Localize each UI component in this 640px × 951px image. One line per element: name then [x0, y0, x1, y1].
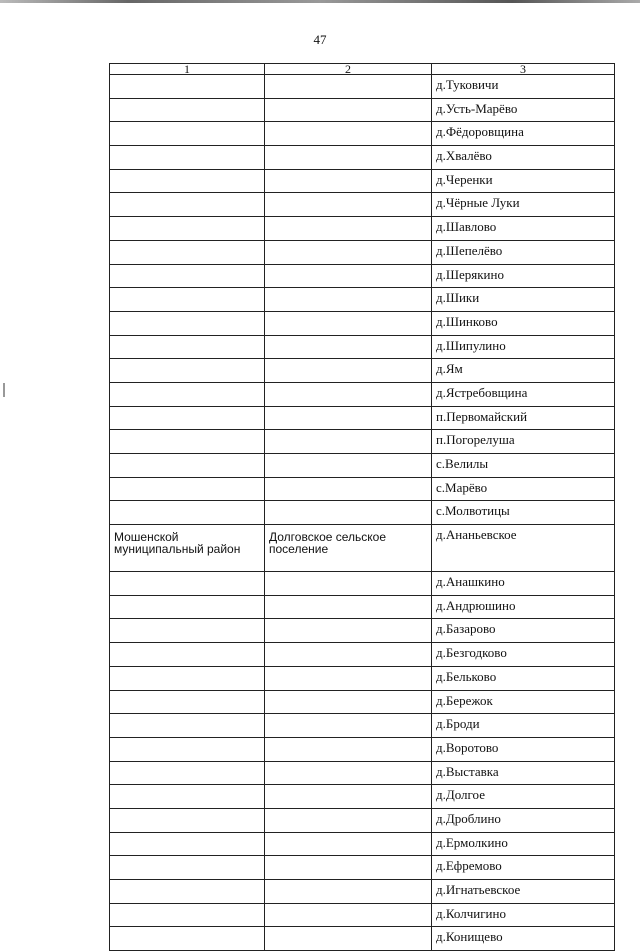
- district-cell: [110, 75, 265, 99]
- locality-cell: д.Андрюшино: [432, 595, 615, 619]
- district-cell: [110, 264, 265, 288]
- locality-cell: с.Молвотицы: [432, 501, 615, 525]
- table-row: [110, 146, 615, 170]
- settlement-cell: [265, 477, 432, 501]
- settlement-name: Долговское сельское поселение: [265, 525, 432, 572]
- locality-cell: д.Шинково: [432, 311, 615, 335]
- page-number: 47: [313, 32, 327, 47]
- settlement-cell: [265, 619, 432, 643]
- district-cell: [110, 856, 265, 880]
- column-header-2: 2: [265, 64, 432, 75]
- settlement-cell: [265, 406, 432, 430]
- district-cell: [110, 619, 265, 643]
- settlement-cell: [265, 572, 432, 596]
- settlement-cell: [265, 856, 432, 880]
- settlement-cell: [265, 98, 432, 122]
- table-row: [110, 169, 615, 193]
- table-row: [110, 572, 615, 596]
- table-row: [110, 122, 615, 146]
- locality-cell: п.Погорелуша: [432, 430, 615, 454]
- settlement-cell: [265, 785, 432, 809]
- table-row: [110, 477, 615, 501]
- locality-cell: д.Игнатьевское: [432, 880, 615, 904]
- district-name: Мошенской муниципальный район: [110, 525, 265, 572]
- settlement-cell: [265, 169, 432, 193]
- locality-cell: д.Шавлово: [432, 217, 615, 241]
- locality-cell: д.Шики: [432, 288, 615, 312]
- district-cell: [110, 169, 265, 193]
- settlement-cell: [265, 903, 432, 927]
- table-row: [110, 359, 615, 383]
- settlement-cell: [265, 832, 432, 856]
- column-header-3: 3: [432, 64, 615, 75]
- district-cell: [110, 335, 265, 359]
- locality-cell: д.Анашкино: [432, 572, 615, 596]
- table-row: [110, 98, 615, 122]
- settlement-cell: [265, 359, 432, 383]
- locality-cell: д.Бельково: [432, 666, 615, 690]
- table-header-row: [110, 64, 615, 75]
- locality-cell: д.Усть-Марёво: [432, 98, 615, 122]
- table-row: [110, 264, 615, 288]
- settlement-cell: [265, 595, 432, 619]
- table-row: [110, 430, 615, 454]
- locality-cell: д.Ям: [432, 359, 615, 383]
- locality-cell: д.Базарово: [432, 619, 615, 643]
- settlement-cell: [265, 643, 432, 667]
- locality-cell: д.Долгое: [432, 785, 615, 809]
- district-cell: [110, 240, 265, 264]
- table-row: [110, 927, 615, 951]
- table-row: [110, 193, 615, 217]
- settlement-cell: [265, 454, 432, 478]
- scan-margin-mark: [3, 383, 5, 397]
- table-row: [110, 808, 615, 832]
- district-cell: [110, 217, 265, 241]
- district-cell: [110, 454, 265, 478]
- table-row: [110, 643, 615, 667]
- locality-cell: д.Чёрные Луки: [432, 193, 615, 217]
- table-row: [110, 690, 615, 714]
- settlement-cell: [265, 193, 432, 217]
- locality-cell: д.Ермолкино: [432, 832, 615, 856]
- table-row: [110, 240, 615, 264]
- table-row: [110, 311, 615, 335]
- table-row: [110, 335, 615, 359]
- district-cell: [110, 122, 265, 146]
- table-row: [110, 217, 615, 241]
- table-row: [110, 406, 615, 430]
- locality-cell: д.Ананьевское: [432, 525, 615, 572]
- district-cell: [110, 690, 265, 714]
- district-cell: [110, 572, 265, 596]
- table-row: [110, 75, 615, 99]
- district-cell: [110, 666, 265, 690]
- district-cell: [110, 832, 265, 856]
- settlement-cell: [265, 690, 432, 714]
- column-header-1: 1: [110, 64, 265, 75]
- district-cell: [110, 785, 265, 809]
- table-row: [110, 856, 615, 880]
- settlement-cell: [265, 501, 432, 525]
- settlement-cell: [265, 288, 432, 312]
- table-row: [110, 761, 615, 785]
- table-row: [110, 832, 615, 856]
- district-cell: [110, 359, 265, 383]
- district-cell: [110, 737, 265, 761]
- district-cell: [110, 595, 265, 619]
- district-cell: [110, 311, 265, 335]
- locality-cell: д.Конищево: [432, 927, 615, 951]
- district-cell: [110, 382, 265, 406]
- settlement-cell: [265, 217, 432, 241]
- locality-cell: д.Броди: [432, 714, 615, 738]
- table-row: [110, 619, 615, 643]
- district-row: [110, 525, 615, 572]
- district-cell: [110, 98, 265, 122]
- settlement-cell: [265, 75, 432, 99]
- scan-edge: [0, 0, 640, 3]
- settlement-cell: [265, 146, 432, 170]
- locality-cell: д.Колчигино: [432, 903, 615, 927]
- district-cell: [110, 808, 265, 832]
- locality-cell: д.Шипулино: [432, 335, 615, 359]
- district-cell: [110, 903, 265, 927]
- table-row: [110, 785, 615, 809]
- settlement-cell: [265, 311, 432, 335]
- locality-cell: д.Шерякино: [432, 264, 615, 288]
- locality-cell: д.Туковичи: [432, 75, 615, 99]
- district-cell: [110, 501, 265, 525]
- table-row: [110, 737, 615, 761]
- locality-cell: д.Безгодково: [432, 643, 615, 667]
- settlement-cell: [265, 714, 432, 738]
- table-row: [110, 288, 615, 312]
- district-cell: [110, 761, 265, 785]
- table-row: [110, 501, 615, 525]
- settlement-cell: [265, 927, 432, 951]
- table-row: [110, 454, 615, 478]
- table-row: [110, 382, 615, 406]
- locality-cell: д.Фёдоровщина: [432, 122, 615, 146]
- settlement-cell: [265, 666, 432, 690]
- settlement-cell: [265, 335, 432, 359]
- settlement-cell: [265, 880, 432, 904]
- table-row: [110, 880, 615, 904]
- locality-cell: с.Марёво: [432, 477, 615, 501]
- settlement-cell: [265, 240, 432, 264]
- table-row: [110, 666, 615, 690]
- table-row: [110, 595, 615, 619]
- district-cell: [110, 714, 265, 738]
- settlement-cell: [265, 430, 432, 454]
- settlement-cell: [265, 761, 432, 785]
- locality-cell: д.Выставка: [432, 761, 615, 785]
- district-cell: [110, 193, 265, 217]
- locality-cell: д.Ефремово: [432, 856, 615, 880]
- district-cell: [110, 430, 265, 454]
- district-cell: [110, 406, 265, 430]
- locality-cell: д.Ястребовщина: [432, 382, 615, 406]
- locality-cell: д.Дроблино: [432, 808, 615, 832]
- district-cell: [110, 880, 265, 904]
- locality-cell: д.Хвалёво: [432, 146, 615, 170]
- settlement-cell: [265, 382, 432, 406]
- locality-cell: д.Воротово: [432, 737, 615, 761]
- district-cell: [110, 643, 265, 667]
- locality-cell: д.Черенки: [432, 169, 615, 193]
- district-cell: [110, 288, 265, 312]
- table-row: [110, 903, 615, 927]
- settlements-table: [109, 63, 615, 951]
- locality-cell: д.Шепелёво: [432, 240, 615, 264]
- district-cell: [110, 146, 265, 170]
- settlement-cell: [265, 264, 432, 288]
- settlement-cell: [265, 808, 432, 832]
- settlement-cell: [265, 737, 432, 761]
- settlement-cell: [265, 122, 432, 146]
- district-cell: [110, 477, 265, 501]
- locality-cell: д.Бережок: [432, 690, 615, 714]
- locality-cell: п.Первомайский: [432, 406, 615, 430]
- locality-cell: с.Велилы: [432, 454, 615, 478]
- district-cell: [110, 927, 265, 951]
- table-row: [110, 714, 615, 738]
